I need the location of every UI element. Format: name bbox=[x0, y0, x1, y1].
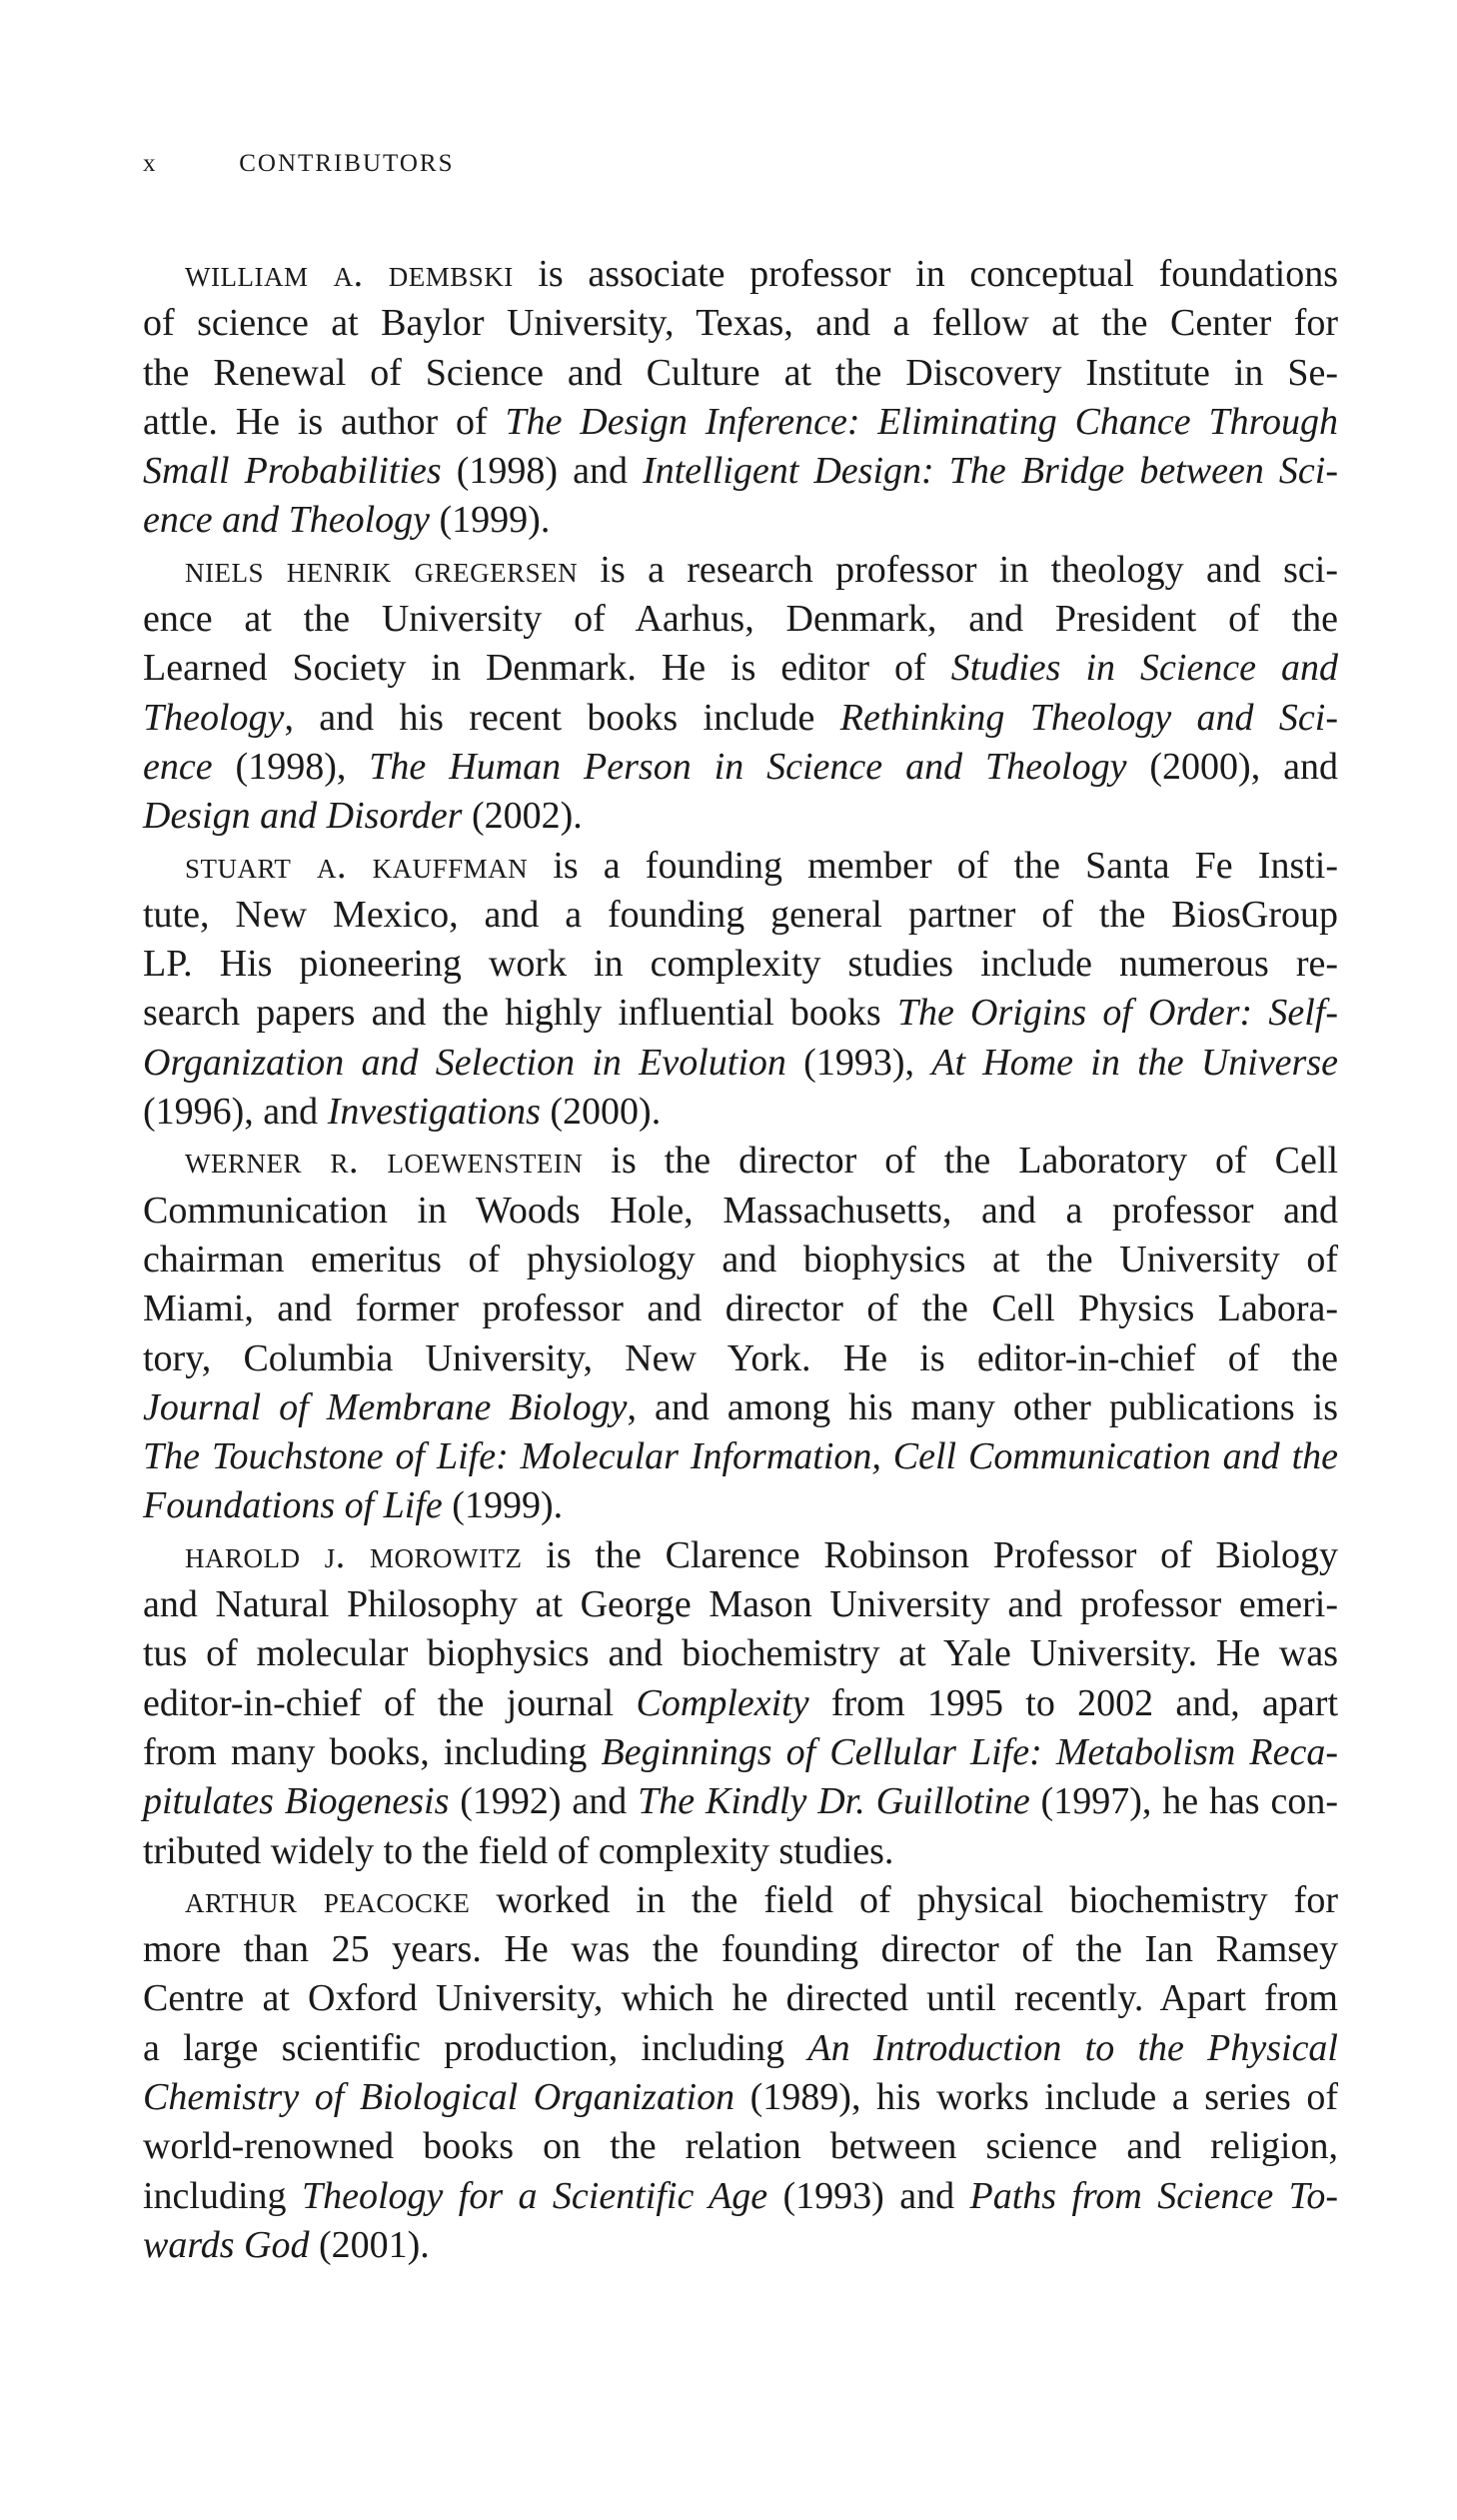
text-run: LP. His pioneering work in complexity studies include numerous re- bbox=[143, 943, 1338, 986]
text-run: (1992) and bbox=[449, 1780, 639, 1823]
text-line bbox=[143, 1974, 1338, 2023]
text-run: (1996), and bbox=[143, 1091, 328, 1134]
contributor-name: william a. dembski bbox=[185, 253, 514, 295]
text-run: (1989), his works include a series of bbox=[734, 2075, 1338, 2118]
text-run: from many books, including bbox=[143, 1730, 602, 1773]
text-run: (1993), bbox=[785, 1041, 932, 1084]
text-run: Communication in Woods Hole, Massachusetts, and a professor and bbox=[143, 1189, 1338, 1232]
text-run: (1999). bbox=[442, 1484, 564, 1527]
text-run: (1999). bbox=[430, 499, 551, 542]
book-title: The Touchstone of Life: Molecular Information, Cell Communication and the bbox=[143, 1435, 1338, 1478]
text-line bbox=[143, 595, 1338, 644]
book-title: At Home in the Universe bbox=[931, 1041, 1338, 1084]
text-line bbox=[143, 1383, 1338, 1432]
text-run: search papers and the highly influential books bbox=[143, 992, 897, 1035]
book-title: Theology bbox=[143, 696, 285, 739]
text-run: editor-in-chief of the journal bbox=[143, 1681, 637, 1724]
text-line bbox=[143, 842, 1338, 891]
book-title: The Human Person in Science and Theology bbox=[369, 745, 1127, 788]
text-run: (1993) and bbox=[767, 2174, 970, 2217]
book-title: Investigations bbox=[327, 1091, 541, 1134]
running-head-title: CONTRIBUTORS bbox=[239, 150, 455, 177]
text-line bbox=[143, 250, 1338, 299]
text-line bbox=[143, 1088, 1338, 1137]
text-run: (2001). bbox=[309, 2223, 430, 2266]
text-run: from 1995 to 2002 and, apart bbox=[808, 1681, 1339, 1724]
text-run: and Natural Philosophy at George Mason University and professor emeri- bbox=[143, 1583, 1338, 1626]
text-line bbox=[143, 447, 1338, 496]
text-run: tory, Columbia University, New York. He is editor-in-chief of the bbox=[143, 1336, 1338, 1379]
text-run: more than 25 years. He was the founding director of the Ian Ramsey bbox=[143, 1928, 1338, 1971]
text-run: (1998), bbox=[212, 745, 370, 788]
book-title: Foundations of Life bbox=[143, 1484, 443, 1527]
text-line bbox=[143, 2073, 1338, 2122]
text-line bbox=[143, 940, 1338, 989]
text-line bbox=[143, 1284, 1338, 1333]
text-run: is the Clarence Robinson Professor of Biology bbox=[522, 1533, 1339, 1576]
text-line bbox=[143, 1236, 1338, 1284]
book-title: Theology for a Scientific Age bbox=[301, 2174, 768, 2217]
text-run: is a founding member of the Santa Fe Insti- bbox=[528, 844, 1339, 887]
text-run: chairman emeritus of physiology and biophysics at the University of bbox=[143, 1238, 1338, 1280]
book-title: The Design Inference: Eliminating Chance Through bbox=[505, 400, 1338, 443]
text-line bbox=[143, 1187, 1338, 1236]
text-run: , and among his many other publications is bbox=[627, 1385, 1338, 1428]
text-line bbox=[143, 2172, 1338, 2221]
book-title: Journal of Membrane Biology bbox=[143, 1385, 628, 1428]
text-run: worked in the field of physical biochemistry for bbox=[470, 1878, 1338, 1921]
text-line bbox=[143, 1432, 1338, 1481]
text-line bbox=[143, 1876, 1338, 1925]
text-line bbox=[143, 1039, 1338, 1088]
contributor-name: harold j. morowitz bbox=[185, 1533, 523, 1576]
book-title: An Introduction to the Physical bbox=[807, 2026, 1338, 2069]
text-line bbox=[143, 1827, 1338, 1876]
text-line bbox=[143, 1137, 1338, 1186]
text-run: Learned Society in Denmark. He is editor of bbox=[143, 647, 951, 690]
text-line bbox=[143, 891, 1338, 940]
book-title: Small Probabilities bbox=[143, 450, 442, 493]
text-run: (2000), and bbox=[1126, 745, 1338, 788]
text-run: (1997), he has con- bbox=[1029, 1780, 1338, 1823]
book-title: Beginnings of Cellular Life: Metabolism Reca- bbox=[601, 1730, 1338, 1773]
page-number: x bbox=[143, 150, 158, 177]
text-run: , and his recent books include bbox=[284, 696, 840, 739]
contributor-name: stuart a. kauffman bbox=[185, 844, 529, 887]
text-run: tute, New Mexico, and a founding general partner of the BiosGroup bbox=[143, 893, 1338, 936]
text-line bbox=[143, 1531, 1338, 1580]
book-title: The Kindly Dr. Guillotine bbox=[638, 1780, 1030, 1823]
text-run: world-renowned books on the relation between science and religion, bbox=[143, 2125, 1338, 2168]
text-line bbox=[143, 546, 1338, 595]
book-title: Organization and Selection in Evolution bbox=[143, 1041, 786, 1084]
book-title: ence and Theology bbox=[143, 499, 431, 542]
text-run: Centre at Oxford University, which he directed until recently. Apart from bbox=[143, 1977, 1338, 2020]
contributor-name: werner r. loewenstein bbox=[185, 1140, 584, 1183]
contributor-entry bbox=[143, 1137, 1338, 1530]
text-line bbox=[143, 398, 1338, 447]
text-line bbox=[143, 792, 1338, 841]
text-line bbox=[143, 1629, 1338, 1678]
text-line bbox=[143, 1334, 1338, 1383]
text-line bbox=[143, 1925, 1338, 1974]
contributors-list bbox=[143, 250, 1338, 2270]
text-run: Miami, and former professor and director of the Cell Physics Labora- bbox=[143, 1287, 1338, 1330]
book-title: Paths from Science To- bbox=[969, 2174, 1338, 2217]
text-run: ence at the University of Aarhus, Denmark, and President of the bbox=[143, 598, 1338, 641]
book-title: Rethinking Theology and Sci- bbox=[839, 696, 1338, 739]
book-title: Design and Disorder bbox=[143, 795, 463, 838]
text-line bbox=[143, 299, 1338, 348]
text-run: is associate professor in conceptual foundations bbox=[513, 253, 1338, 295]
text-run: is a research professor in theology and sci- bbox=[578, 548, 1338, 591]
text-line bbox=[143, 496, 1338, 545]
text-run: of science at Baylor University, Texas, and a fellow at the Center for bbox=[143, 302, 1338, 345]
book-title: ence bbox=[143, 745, 213, 788]
text-line bbox=[143, 2122, 1338, 2171]
text-line bbox=[143, 1728, 1338, 1777]
text-line bbox=[143, 2024, 1338, 2073]
text-run: the Renewal of Science and Culture at the Discovery Institute in Se- bbox=[143, 351, 1338, 394]
text-run: (2002). bbox=[462, 795, 583, 838]
text-line bbox=[143, 694, 1338, 743]
book-title: The Origins of Order: Self- bbox=[896, 992, 1338, 1035]
book-title: wards God bbox=[143, 2223, 310, 2266]
contributor-name: niels henrik gregersen bbox=[185, 548, 579, 591]
text-line bbox=[143, 1580, 1338, 1629]
text-run: a large scientific production, including bbox=[143, 2026, 808, 2069]
contributor-entry bbox=[143, 546, 1338, 842]
contributor-entry bbox=[143, 250, 1338, 546]
text-run: (2000). bbox=[540, 1091, 662, 1134]
text-run: tributed widely to the field of complexity studies. bbox=[143, 1829, 894, 1872]
book-title: pitulates Biogenesis bbox=[143, 1780, 450, 1823]
text-run: attle. He is author of bbox=[143, 400, 506, 443]
text-line bbox=[143, 1679, 1338, 1728]
text-run: including bbox=[143, 2174, 302, 2217]
book-title: Intelligent Design: The Bridge between Sci- bbox=[643, 450, 1338, 493]
text-line bbox=[143, 349, 1338, 398]
text-run: (1998) and bbox=[441, 450, 644, 493]
text-run: is the director of the Laboratory of Cell bbox=[583, 1140, 1339, 1183]
text-run: tus of molecular biophysics and biochemistry at Yale University. He was bbox=[143, 1632, 1338, 1675]
text-line bbox=[143, 2221, 1338, 2270]
contributor-name: arthur peacocke bbox=[185, 1878, 471, 1921]
contributor-entry bbox=[143, 1876, 1338, 2270]
running-header bbox=[143, 150, 455, 178]
text-line bbox=[143, 743, 1338, 792]
contributor-entry bbox=[143, 842, 1338, 1138]
text-line bbox=[143, 644, 1338, 693]
contributor-entry bbox=[143, 1531, 1338, 1876]
book-title: Complexity bbox=[636, 1681, 809, 1724]
text-line bbox=[143, 1481, 1338, 1530]
book-title: Studies in Science and bbox=[950, 647, 1338, 690]
book-title: Chemistry of Biological Organization bbox=[143, 2075, 735, 2118]
text-line bbox=[143, 989, 1338, 1038]
text-line bbox=[143, 1777, 1338, 1826]
